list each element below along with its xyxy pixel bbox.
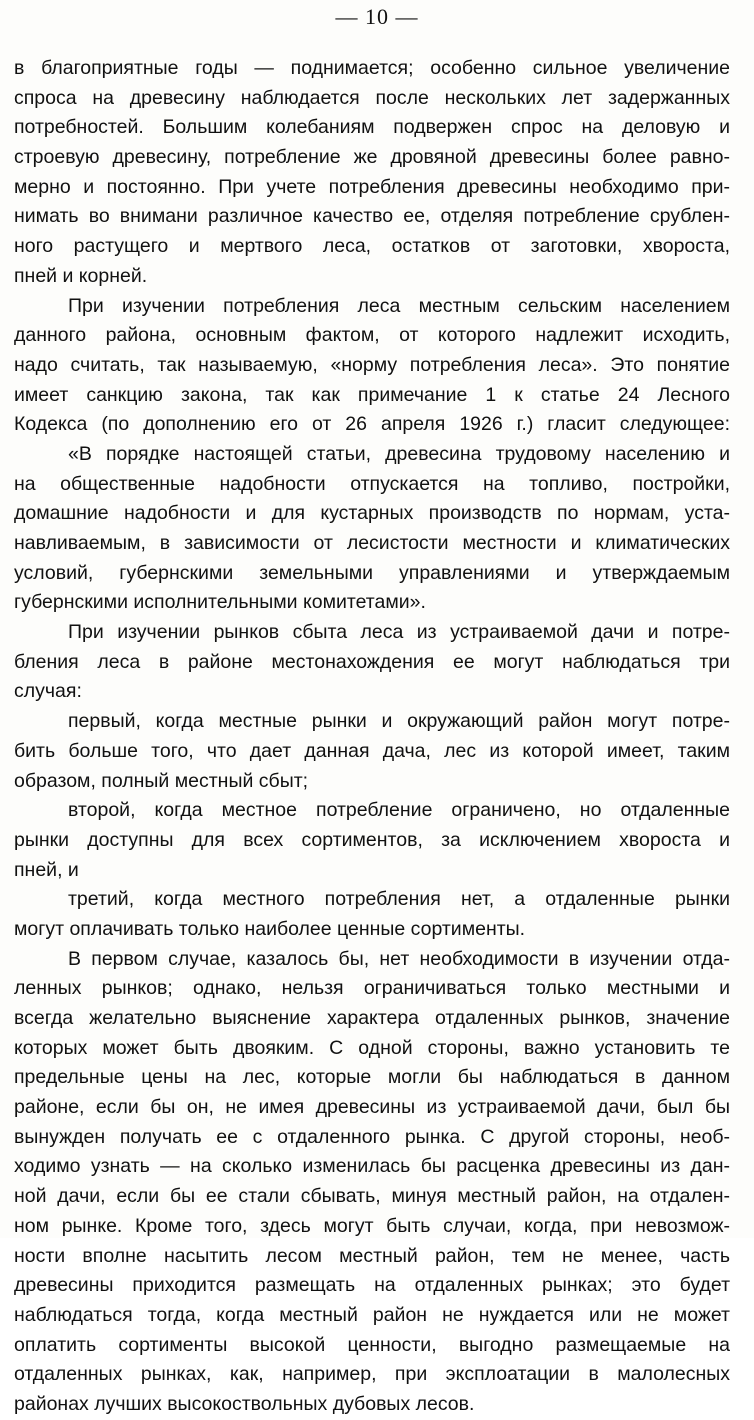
text-line: случая:	[14, 680, 82, 703]
text-line: При изучении рынков сбыта леса из устраиваемой дачи и потре-	[68, 621, 730, 644]
text-line: предельные цены на лес, которые могли бы наблюдаться в данном	[14, 1066, 730, 1089]
text-line: Кодекса (по дополнению его от 26 апреля 1926 г.) гласит следующее:	[14, 413, 730, 436]
text-line: спроса на древесину наблюдается после нескольких лет задержанных	[14, 86, 730, 109]
text-line: имеет санкцию закона, так как примечание 1 к статье 24 Лесного	[14, 383, 730, 406]
text-line: второй, когда местное потребление ограничено, но отдаленные	[68, 799, 730, 822]
text-line: ходимо узнать — на сколько изменилась бы расценка древесины из дан-	[14, 1155, 730, 1178]
text-line: вынужден получать ее с отдаленного рынка. С другой стороны, необ-	[14, 1125, 730, 1148]
text-line: отдаленных рынках, как, например, при эксплоатации в малолесных	[14, 1363, 730, 1386]
text-line: губернскими исполнительными комитетами».	[14, 591, 426, 614]
text-line: в благоприятные годы — поднимается; особенно сильное увеличение	[14, 57, 730, 79]
page-number: — 10 —	[335, 4, 419, 29]
page-body-text	[14, 54, 730, 1420]
text-line: которых может быть двояким. С одной стороны, важно установить те	[14, 1036, 730, 1059]
text-line: бления леса в районе местонахождения ее могут наблюдаться три	[14, 650, 730, 673]
text-line: надо считать, так называемую, «норму потребления леса». Это понятие	[14, 353, 730, 376]
text-line: рынки доступны для всех сортиментов, за исключением хвороста и	[14, 828, 730, 851]
text-line: В первом случае, казалось бы, нет необходимости в изучении отда-	[68, 947, 730, 970]
text-line: районе, если бы он, не имея древесины из устраиваемой дачи, был бы	[14, 1096, 730, 1119]
text-line: ного растущего и мертвого леса, остатков от заготовки, хвороста,	[14, 235, 730, 258]
text-line: ленных рынков; однако, нельзя ограничиваться только местными и	[14, 977, 730, 1000]
text-line: пней, и	[14, 858, 79, 881]
text-line: строевую древесину, потребление же дровяной древесины более равно-	[14, 146, 730, 169]
text-line: потребностей. Большим колебаниям подвержен спрос на деловую и	[14, 116, 730, 139]
text-line: домашние надобности и для кустарных производств по нормам, уста-	[14, 502, 730, 525]
text-line: «В порядке настоящей статьи, древесина трудовому населению и	[68, 442, 730, 465]
text-line: данного района, основным фактом, от которого надлежит исходить,	[14, 324, 730, 347]
text-line: всегда желательно выяснение характера отдаленных рынков, значение	[14, 1007, 730, 1029]
text-line: условий, губернскими земельными управлениями и утверждаемым	[14, 561, 730, 584]
text-line: ной дачи, если бы ее стали сбывать, минуя местный район, на отдален-	[14, 1185, 730, 1208]
text-line: навливаемым, в зависимости от лесистости местности и климатических	[14, 532, 730, 554]
text-line: ности вполне насытить лесом местный район, тем не менее, часть	[14, 1244, 730, 1267]
text-line: При изучении потребления леса местным сельским населением	[68, 294, 730, 317]
text-line: районах лучших высокоствольных дубовых лесов.	[14, 1392, 475, 1415]
text-line: наблюдаться тогда, когда местный район не нуждается или не может	[14, 1303, 730, 1326]
text-line: мерно и постоянно. При учете потребления древесины необходимо при-	[14, 175, 730, 198]
text-line: оплатить сортименты высокой ценности, выгодно размещаемые на	[14, 1333, 730, 1356]
text-line: древесины приходится размещать на отдаленных рынках; это будет	[14, 1274, 730, 1297]
text-line: пней и корней.	[14, 264, 148, 287]
text-line: нимать во внимани различное качество ее, отделяя потребление срублен-	[14, 205, 730, 228]
text-line: третий, когда местного потребления нет, а отдаленные рынки	[68, 888, 730, 911]
text-line: образом, полный местный сбыт;	[14, 769, 309, 792]
text-line: бить больше того, что дает данная дача, лес из которой имеет, таким	[14, 739, 730, 762]
text-line: ном рынке. Кроме того, здесь могут быть случаи, когда, при невозмож-	[14, 1214, 730, 1237]
text-line: на общественные надобности отпускается на топливо, постройки,	[14, 472, 730, 495]
text-line: могут оплачивать только наиболее ценные сортименты.	[14, 917, 526, 940]
text-line: первый, когда местные рынки и окружающий район могут потре-	[68, 710, 730, 733]
